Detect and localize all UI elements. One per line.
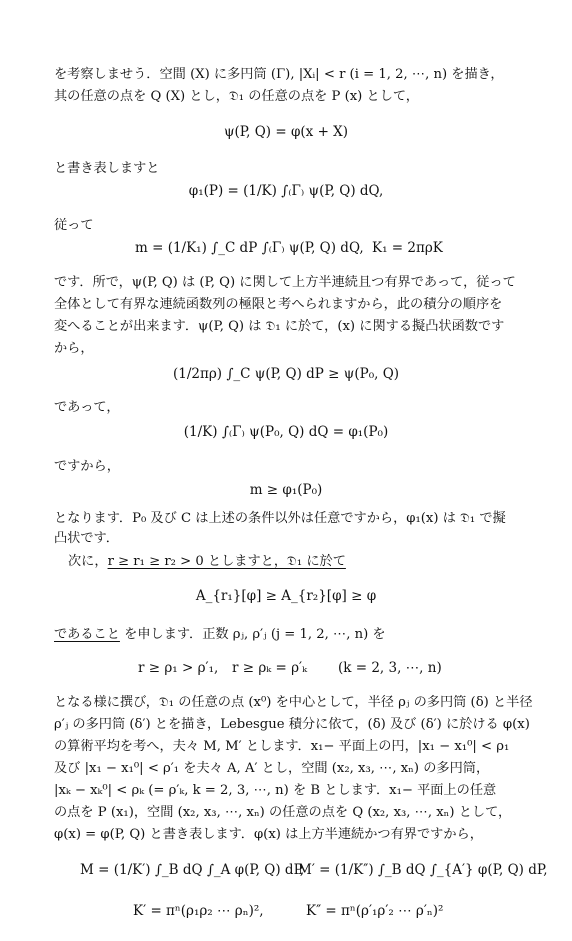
text-line: の点を P (x₁)，空間 (x₂, x₃, ⋯, xₙ) の任意の点を Q (x₂, x₃, ⋯, xₙ) として， — [54, 805, 512, 820]
text-line: ρ′ⱼ の多円筒 (δ′) とを描き，Lebesgue 積分に依て，(δ) 及び (δ′) に於ける φ(x) — [54, 717, 530, 732]
equation-phi1: φ₁(P) = (1/K) ∫₍Γ₎ ψ(P, Q) dQ, — [188, 183, 384, 199]
text-line: となります．P₀ 及び C は上述の条件以外は任意ですから，φ₁(x) は 𝔇₁ で擬 — [54, 511, 506, 526]
equation-m: m = (1/K₁) ∫_C dP ∫₍Γ₎ ψ(P, Q) dQ, — [135, 240, 364, 256]
that-rest: を申します．正数 ρⱼ, ρ′ⱼ (j = 1, 2, ⋯, n) を — [124, 627, 386, 642]
text-line: の算術平均を考へ，夫々 M, M′ とします．x₁− 平面上の円，|x₁ − x₁⁰| < ρ₁ — [54, 739, 510, 754]
equation-A: A_{r₁}[φ] ≥ A_{r₂}[φ] ≥ φ — [195, 588, 377, 604]
text-line: から， — [54, 341, 94, 356]
text-line: 及び |x₁ − x₁⁰| < ρ′₁ を夫々 A, A′ とし，空間 (x₂, x₃, ⋯, xₙ) の多円筒， — [54, 761, 490, 776]
equation-eq2: (1/K) ∫₍Γ₎ ψ(P₀, Q) dQ = φ₁(P₀) — [183, 424, 389, 440]
text-line-next — [68, 553, 538, 571]
equation-psi: ψ(P, Q) = φ(x + X) — [223, 124, 349, 140]
text-line: 全体として有界な連続函数列の極限と考へられますから，此の積分の順序を — [54, 297, 503, 312]
text-line: |xₖ − xₖ⁰| < ρₖ (= ρ′ₖ, k = 2, 3, ⋯, n) を B とします．x₁− 平面上の任意 — [54, 783, 497, 798]
text-line: であって， — [54, 400, 120, 415]
text-line: を考察しませう．空間 (X) に多円筒 (Γ), |Xᵢ| < r (i = 1, 2, ⋯, n) を描き， — [54, 67, 504, 82]
text-line: 凸状です． — [54, 531, 119, 546]
text-line: 其の任意の点を Q (X) とし，𝔇₁ の任意の点を P (x) として， — [54, 89, 419, 104]
that-underlined: であること — [54, 627, 120, 642]
equation-Kp: K′ = πⁿ(ρ₁ρ₂ ⋯ ρₙ)², — [133, 903, 264, 919]
equation-rho-a: r ≥ ρ₁ > ρ′₁, — [138, 660, 219, 676]
text-line: φ(x) = φ(P, Q) と書き表します．φ(x) は上方半連続かつ有界ですから， — [54, 827, 483, 842]
equation-ineq1: (1/2πρ) ∫_C ψ(P, Q) dP ≥ ψ(P₀, Q) — [172, 366, 400, 382]
equation-mge: m ≥ φ₁(P₀) — [249, 482, 323, 498]
equation-rho-b: r ≥ ρₖ = ρ′ₖ — [232, 660, 308, 676]
text-line: となる様に撰び，𝔇₁ の任意の点 (x⁰) を中心として，半径 ρⱼ の多円筒 (δ) と半径 — [54, 695, 533, 710]
equation-K1: K₁ = 2πρK — [372, 240, 443, 256]
equation-M: M = (1/K′) ∫_B dQ ∫_A φ(P, Q) dP, — [80, 862, 305, 878]
text-line: 変へることが出来ます．ψ(P, Q) は 𝔇₁ に於て，(x) に関する擬凸状函数です — [54, 319, 505, 334]
next-lead: 次に， — [68, 554, 108, 569]
equation-Kpp: K″ = πⁿ(ρ′₁ρ′₂ ⋯ ρ′ₙ)² — [306, 903, 444, 919]
text-line: ですから， — [54, 459, 120, 474]
equation-Mp: M′ = (1/K″) ∫_B dQ ∫_{A′} φ(P, Q) dP, — [298, 862, 548, 878]
text-line: と書き表しますと — [54, 161, 160, 176]
text-line-that — [54, 626, 524, 644]
text-line: 従って — [54, 218, 94, 233]
next-underlined: r ≥ r₁ ≥ r₂ > 0 としますと，𝔇₁ に於て — [107, 554, 346, 569]
text-line: です．所で，ψ(P, Q) は (P, Q) に関して上方半連続且つ有界であって，従って — [54, 275, 516, 290]
equation-rho-c: (k = 2, 3, ⋯, n) — [338, 660, 442, 676]
